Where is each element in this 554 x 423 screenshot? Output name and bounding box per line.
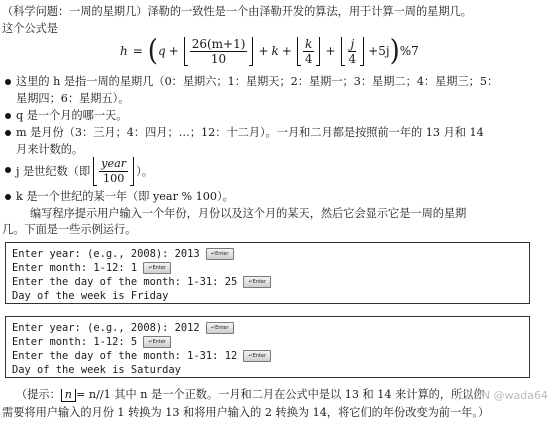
frac3-numerator: j — [350, 36, 355, 51]
formula-floor-1 — [184, 37, 254, 66]
formula-mod: %7 — [399, 43, 419, 58]
frac1-denominator: 10 — [210, 51, 227, 66]
year-frac-numerator: year — [101, 156, 127, 170]
console-run-2 — [5, 316, 530, 378]
bullet-dot — [5, 167, 11, 173]
formula-plus-1: + — [168, 43, 179, 58]
bullet-q: q 是一个月的哪一天。 — [16, 109, 128, 122]
console-line: Enter month: 1-12: 1 ↵Enter — [12, 261, 171, 275]
formula-plus-2: + — [258, 43, 269, 58]
frac2-numerator: k — [304, 36, 313, 51]
formula-h: h — [120, 43, 128, 58]
floor-n: n — [61, 389, 76, 402]
console-output-line: Day of the week is Friday — [12, 290, 169, 302]
year-frac-denominator: 100 — [102, 171, 125, 185]
bullet-j — [16, 156, 153, 186]
hint-line-1: （提示： n = n//1 其中 n 是一个正数。一月和二月在公式中是以 13 和 14 来计算的，所以你 — [16, 388, 485, 401]
bullet-dot — [5, 130, 11, 136]
console-output-line: Day of the week is Saturday — [12, 364, 181, 376]
console-line: Enter the day of the month: 1-31: 12 ↵Enter — [12, 349, 271, 363]
intro-line-1: （科学问题：一周的星期几）泽勒的一致性是一个由泽勒开发的算法，用于计算一周的星期几。 — [2, 5, 472, 18]
enter-key-icon: ↵Enter — [243, 350, 271, 362]
bullet-k: k 是一个世纪的某一年（即 year % 100）。 — [16, 190, 234, 203]
bullet-h: 这里的 h 是指一周的星期几（0：星期六；1：星期天；2：星期一；3：星期二；4：星期三；5： — [16, 75, 499, 88]
frac2-denominator: 4 — [304, 51, 313, 66]
enter-key-icon: ↵Enter — [143, 336, 171, 348]
formula-equals: = — [132, 43, 143, 58]
console-run-1 — [5, 242, 530, 304]
console-line: Enter month: 1-12: 5 ↵Enter — [12, 335, 171, 349]
formula-k: k — [271, 43, 279, 58]
formula-floor-3 — [341, 37, 365, 66]
console-line: Enter the day of the month: 1-31: 25 ↵Enter — [12, 275, 271, 289]
bullet-h-cont: 星期四；6：星期五）。 — [16, 92, 130, 105]
formula-close-paren: ) — [389, 34, 400, 68]
zeller-formula — [120, 30, 419, 72]
formula-floor-2 — [297, 37, 321, 66]
formula-5j: +5j — [368, 43, 390, 58]
bullet-m-cont: 月来计数的。 — [16, 143, 84, 156]
frac1-numerator: 26(m+1) — [191, 36, 246, 51]
bullet-j-pre: j 是世纪数（即 — [16, 164, 91, 178]
intro-line-2: 这个公式是 — [2, 22, 58, 35]
bullet-dot — [5, 113, 11, 119]
bullet-dot — [5, 194, 11, 200]
watermark: CSDN @wada64 — [458, 389, 548, 402]
bullet-j-post: ）。 — [136, 164, 153, 178]
enter-key-icon: ↵Enter — [206, 248, 234, 260]
task-line-2: 几。下面是一些示例运行。 — [2, 223, 137, 236]
year-floor — [93, 157, 134, 186]
console-line: Enter year: (e.g., 2008): 2013 ↵Enter — [12, 247, 234, 261]
bullet-dot — [5, 79, 11, 85]
enter-key-icon: ↵Enter — [206, 322, 234, 334]
enter-key-icon: ↵Enter — [143, 262, 171, 274]
formula-plus-3: + — [281, 43, 292, 58]
enter-key-icon: ↵Enter — [243, 276, 271, 288]
console-line: Enter year: (e.g., 2008): 2012 ↵Enter — [12, 321, 234, 335]
formula-plus-4: + — [325, 43, 336, 58]
hint-line-2: 需要将用户输入的月份 1 转换为 13 和将用户输入的 2 转换为 14，将它们的年份改变为前一年。） — [2, 406, 490, 419]
formula-open-paren: ( — [147, 34, 158, 68]
bullet-m: m 是月份（3：三月；4：四月；…；12：十二月）。一月和二月都是按照前一年的 13 月和 14 — [16, 126, 484, 139]
formula-q: q — [157, 43, 166, 58]
frac3-denominator: 4 — [348, 51, 357, 66]
task-line-1: 编写程序提示用户输入一个年份，月份以及这个月的某天，然后它会显示它是一周的星期 — [30, 207, 467, 220]
